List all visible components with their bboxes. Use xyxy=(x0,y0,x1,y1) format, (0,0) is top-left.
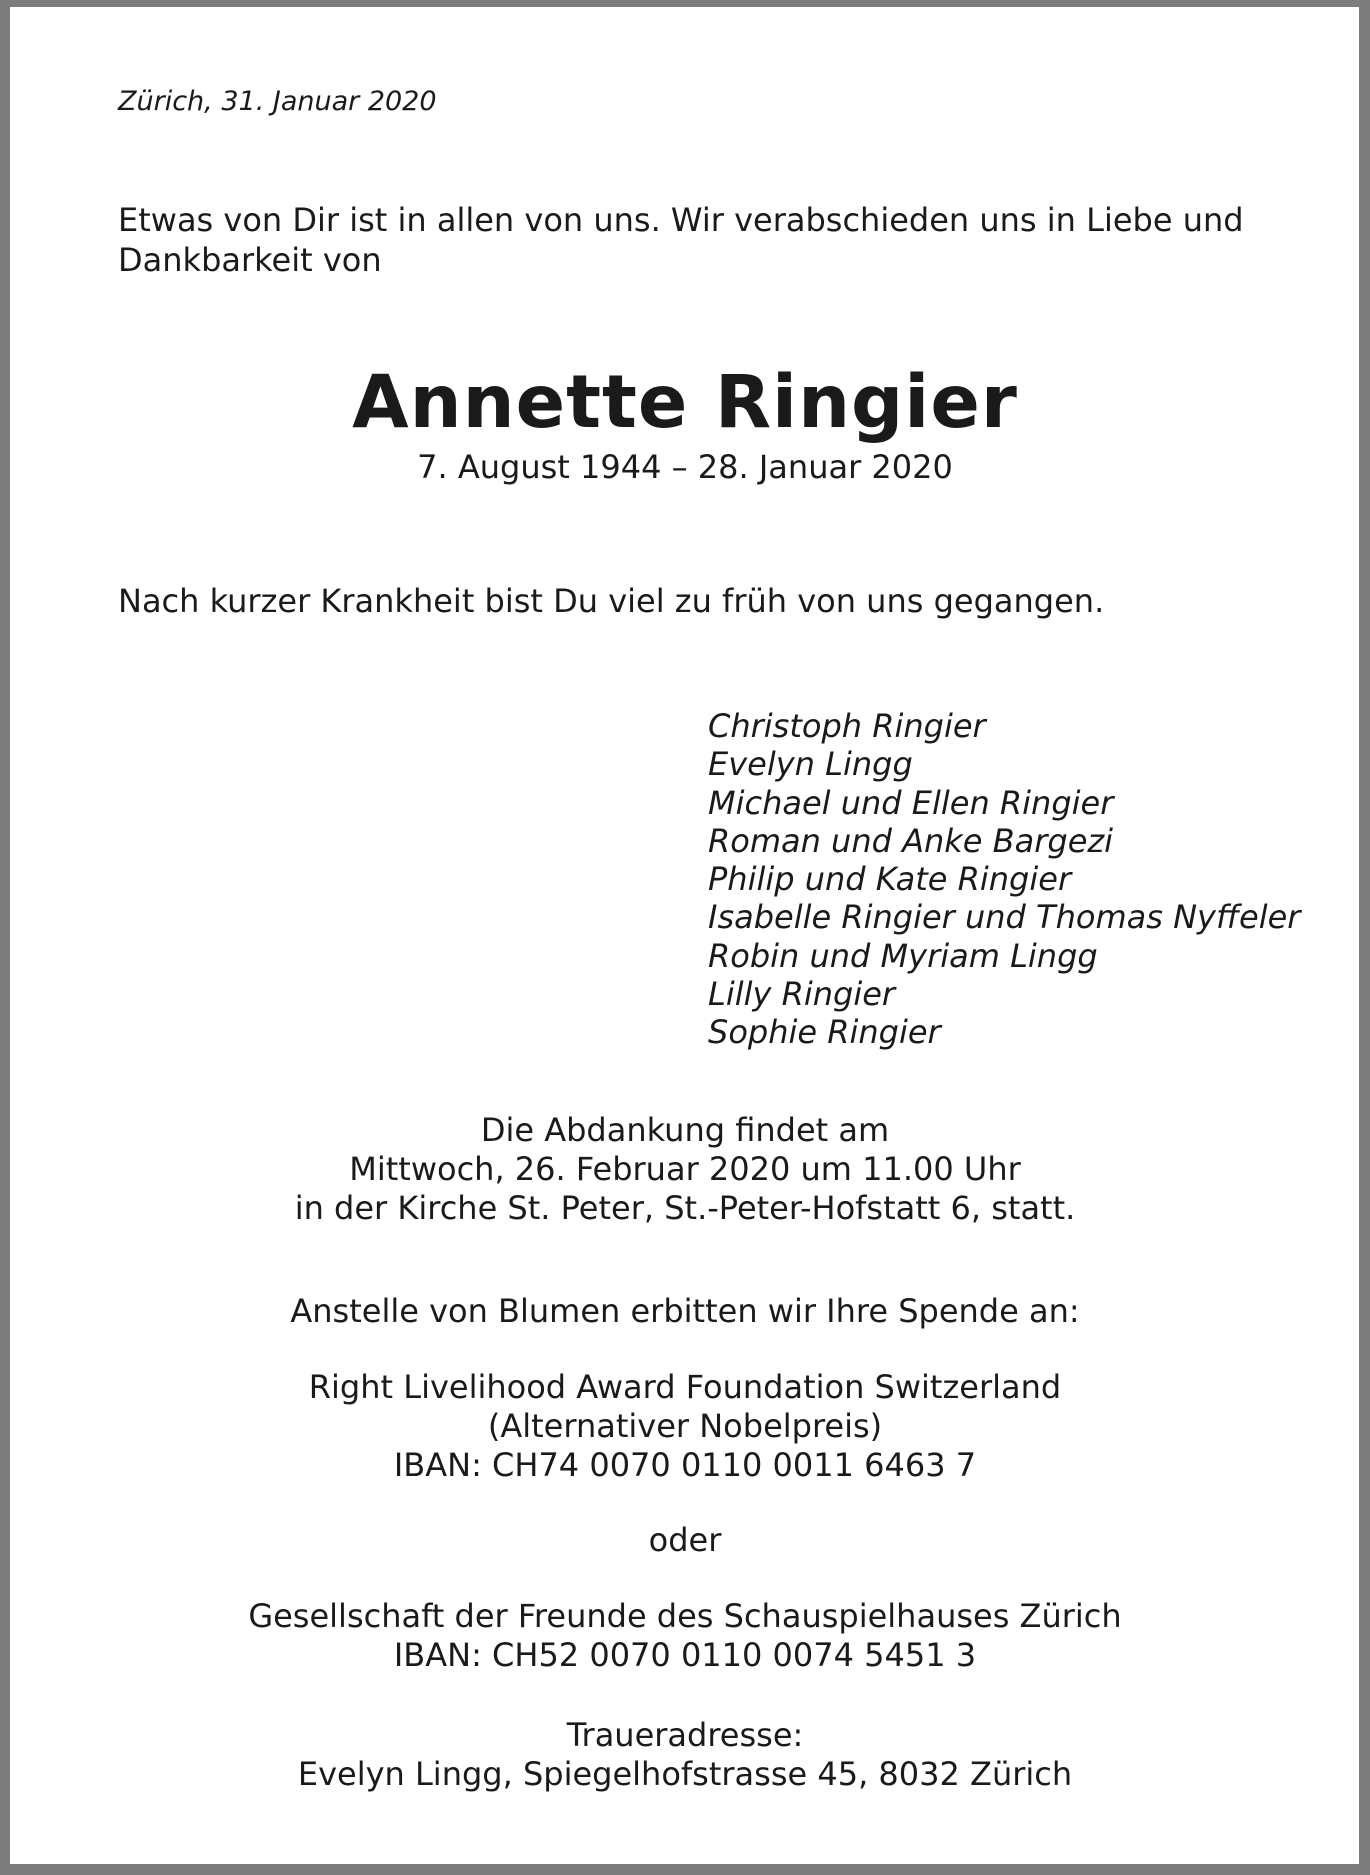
donation-org-note: (Alternativer Nobelpreis) xyxy=(487,1407,883,1445)
mourner: Philip und Kate Ringier xyxy=(708,860,1072,899)
donation-iban: IBAN: CH52 0070 0110 0074 5451 3 xyxy=(393,1636,977,1674)
mourners-list xyxy=(708,707,1300,1052)
mourner: Robin und Myriam Lingg xyxy=(708,936,1098,975)
donation-option-2 xyxy=(0,1597,1370,1675)
mourner: Lilly Ringier xyxy=(708,975,896,1014)
mourner: Roman und Anke Bargezi xyxy=(708,821,1114,860)
deceased-name: Annette Ringier xyxy=(352,360,1018,445)
or-text: oder xyxy=(648,1521,722,1559)
or-separator xyxy=(0,1521,1370,1560)
place-date: Zürich, 31. Januar 2020 xyxy=(118,86,437,117)
passing-text: Nach kurzer Krankheit bist Du viel zu früh von uns gegangen. xyxy=(118,582,1105,620)
mourner: Michael und Ellen Ringier xyxy=(708,783,1114,822)
service-line: Die Abdankung findet am xyxy=(480,1111,890,1149)
intro-text: Etwas von Dir ist in allen von uns. Wir verabschieden uns in Liebe und Dankbarkeit von xyxy=(118,201,1244,279)
donation-request xyxy=(0,1292,1370,1331)
donation-option-1 xyxy=(0,1368,1370,1485)
life-dates: 7. August 1944 – 28. Januar 2020 xyxy=(417,448,953,486)
mourner: Isabelle Ringier und Thomas Nyffeler xyxy=(708,898,1301,937)
mourner: Sophie Ringier xyxy=(708,1013,941,1052)
donation-request-text: Anstelle von Blumen erbitten wir Ihre Spende an: xyxy=(290,1292,1080,1330)
service-location: in der Kirche St. Peter, St.-Peter-Hofstatt 6, statt. xyxy=(294,1189,1076,1227)
donation-org: Gesellschaft der Freunde des Schauspielhauses Zürich xyxy=(248,1597,1122,1635)
service-date: Mittwoch, 26. Februar 2020 um 11.00 Uhr xyxy=(349,1150,1021,1188)
mourning-address-label: Traueradresse: xyxy=(566,1716,804,1754)
mourner: Christoph Ringier xyxy=(708,707,986,745)
mourning-address xyxy=(0,1716,1370,1794)
mourner: Evelyn Lingg xyxy=(708,745,913,784)
donation-org: Right Livelihood Award Foundation Switzerland xyxy=(308,1368,1062,1406)
donation-iban: IBAN: CH74 0070 0110 0011 6463 7 xyxy=(393,1446,977,1484)
mourning-address-text: Evelyn Lingg, Spiegelhofstrasse 45, 8032 Zürich xyxy=(297,1755,1073,1793)
service-info xyxy=(0,1111,1370,1228)
